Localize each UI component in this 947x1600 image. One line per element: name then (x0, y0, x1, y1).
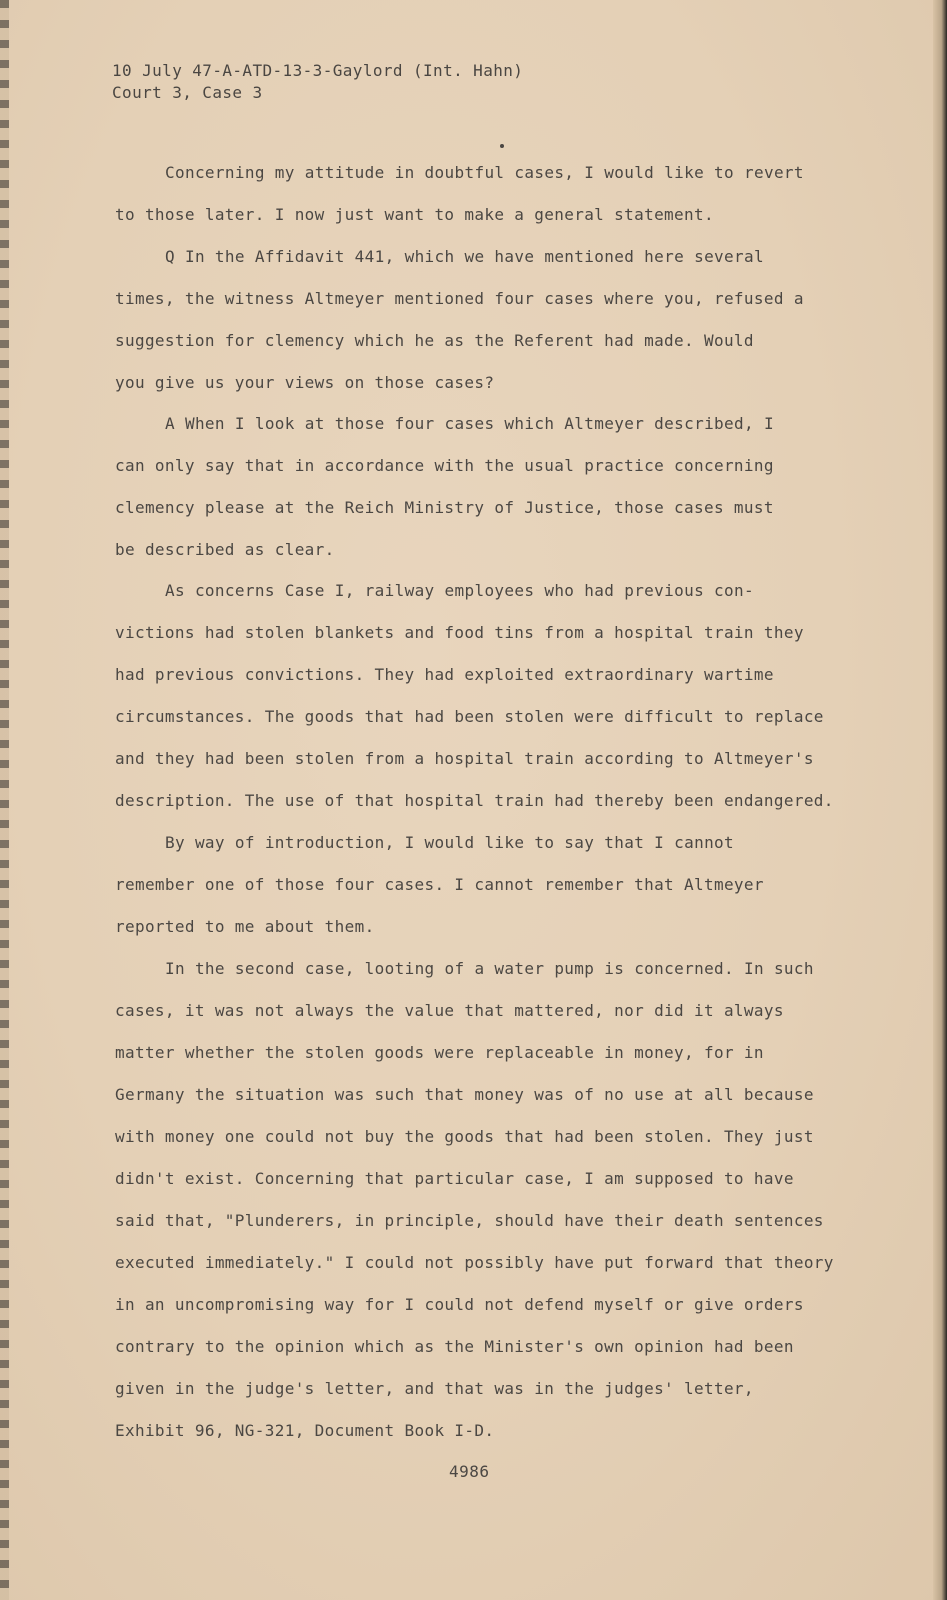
text-line: Germany the situation was such that money was of no use at all because (115, 1085, 814, 1104)
text-line: to those later. I now just want to make a general statement. (115, 205, 714, 224)
text-line: By way of introduction, I would like to say that I cannot (165, 833, 735, 852)
text-line: you give us your views on those cases? (115, 373, 495, 392)
stray-mark (500, 144, 504, 148)
text-line: times, the witness Altmeyer mentioned four cases where you, refused a (115, 289, 804, 308)
text-line: can only say that in accordance with the usual practice concerning (115, 456, 774, 475)
text-line: and they had been stolen from a hospital train according to Altmeyer's (115, 749, 814, 768)
text-line: In the second case, looting of a water pump is concerned. In such (165, 959, 814, 978)
text-line: A When I look at those four cases which Altmeyer described, I (165, 414, 774, 433)
text-line: didn't exist. Concerning that particular case, I am supposed to have (115, 1169, 794, 1188)
text-line: contrary to the opinion which as the Minister's own opinion had been (115, 1337, 794, 1356)
text-line: Q In the Affidavit 441, which we have mentioned here several (165, 247, 764, 266)
text-line: Concerning my attitude in doubtful cases, I would like to revert (165, 163, 804, 182)
page-edge-shadow (933, 0, 947, 1600)
text-line: reported to me about them. (115, 917, 375, 936)
text-line: circumstances. The goods that had been stolen were difficult to replace (115, 707, 824, 726)
text-line: Exhibit 96, NG-321, Document Book I-D. (115, 1421, 495, 1440)
text-line: victions had stolen blankets and food tins from a hospital train they (115, 623, 804, 642)
text-line: description. The use of that hospital train had thereby been endangered. (115, 791, 834, 810)
binding-edge (0, 0, 9, 1600)
text-line: remember one of those four cases. I cannot remember that Altmeyer (115, 875, 764, 894)
header-line-2: Court 3, Case 3 (112, 83, 263, 102)
text-line: suggestion for clemency which he as the Referent had made. Would (115, 331, 754, 350)
text-line: As concerns Case I, railway employees who had previous con- (165, 581, 754, 600)
text-line: matter whether the stolen goods were replaceable in money, for in (115, 1043, 764, 1062)
text-line: clemency please at the Reich Ministry of Justice, those cases must (115, 498, 774, 517)
text-line: in an uncompromising way for I could not defend myself or give orders (115, 1295, 804, 1314)
document-header (112, 60, 523, 104)
text-line: had previous convictions. They had exploited extraordinary wartime (115, 665, 774, 684)
page-number: 4986 (449, 1462, 490, 1481)
text-line: with money one could not buy the goods that had been stolen. They just (115, 1127, 814, 1146)
text-line: cases, it was not always the value that mattered, nor did it always (115, 1001, 784, 1020)
text-line: executed immediately." I could not possibly have put forward that theory (115, 1253, 834, 1272)
text-line: said that, "Plunderers, in principle, should have their death sentences (115, 1211, 824, 1230)
header-line-1: 10 July 47-A-ATD-13-3-Gaylord (Int. Hahn) (112, 61, 524, 80)
text-line: be described as clear. (115, 540, 335, 559)
text-line: given in the judge's letter, and that was in the judges' letter, (115, 1379, 754, 1398)
